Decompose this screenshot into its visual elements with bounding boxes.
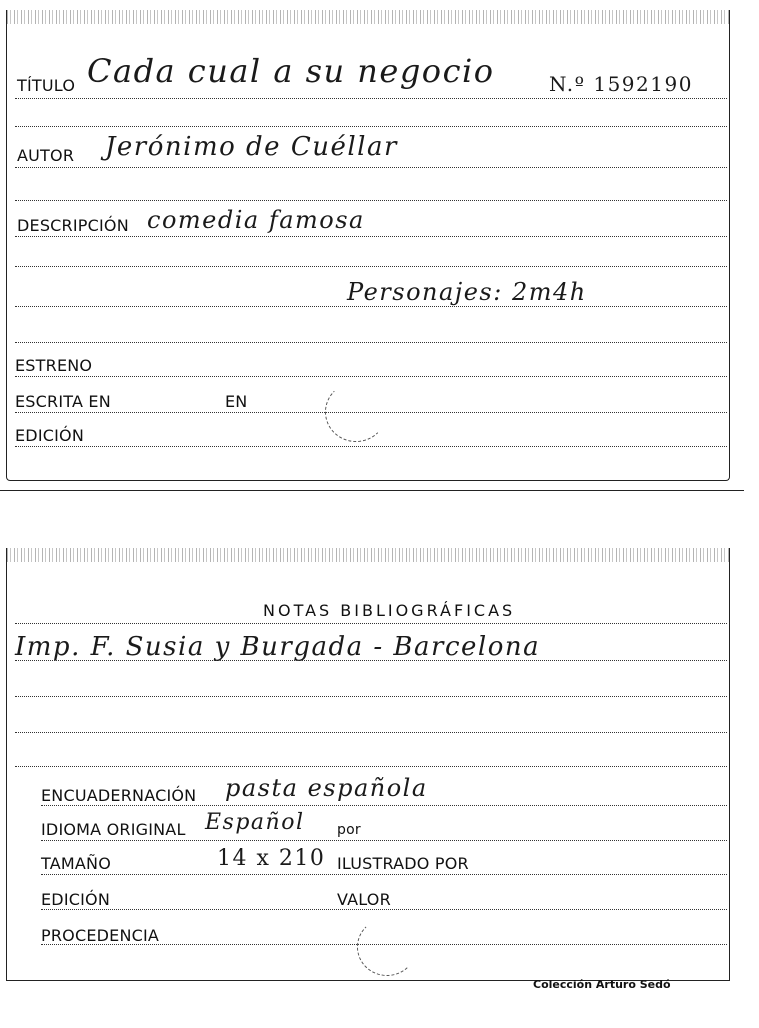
tamano-rule <box>41 874 727 875</box>
idioma-rule <box>41 840 727 841</box>
blank-rule <box>15 266 727 267</box>
estreno-rule <box>15 376 727 377</box>
ilustrado-por-label: ILUSTRADO POR <box>337 854 469 873</box>
notas-value: Imp. F. Susia y Burgada - Barcelona <box>15 632 541 662</box>
valor-label: VALOR <box>337 890 391 909</box>
idioma-original-label: IDIOMA ORIGINAL <box>41 820 186 839</box>
edicion-label: EDICIÓN <box>41 890 111 909</box>
blank-rule <box>15 126 727 127</box>
titulo-label: TÍTULO <box>17 76 76 95</box>
titulo-rule <box>15 98 727 99</box>
faded-stamp <box>357 918 417 976</box>
escrita-rule <box>15 412 727 413</box>
autor-value: Jerónimo de Cuéllar <box>105 132 398 162</box>
back-card <box>6 548 730 991</box>
escrita-en-label: ESCRITA EN <box>15 392 111 411</box>
edicion-label: EDICIÓN <box>15 426 85 445</box>
footer-credit: Colección Arturo Sedó <box>533 978 671 991</box>
encuadernacion-value: pasta española <box>225 774 428 802</box>
notas-rule <box>15 660 727 661</box>
card-top-edge <box>7 548 729 562</box>
blank-rule <box>15 732 727 733</box>
procedencia-rule <box>41 944 727 945</box>
front-card <box>6 10 730 481</box>
card-top-edge <box>7 10 729 24</box>
idioma-original-value: Español <box>205 810 305 835</box>
blank-rule <box>15 342 727 343</box>
blank-rule <box>15 696 727 697</box>
tamano-value: 14 x 210 <box>217 846 326 871</box>
encuadernacion-rule <box>41 805 727 806</box>
personajes-value: Personajes: 2m4h <box>347 278 587 306</box>
encuadernacion-label: ENCUADERNACIÓN <box>41 786 197 805</box>
personajes-rule <box>15 306 727 307</box>
procedencia-label: PROCEDENCIA <box>41 926 160 945</box>
edicion-rule <box>41 909 727 910</box>
por-label: por <box>337 822 361 838</box>
numero-value: N.º 1592190 <box>549 72 693 96</box>
descripcion-rule <box>15 236 727 237</box>
card-divider <box>0 490 744 491</box>
heading-rule <box>15 623 727 624</box>
edicion-rule <box>15 446 727 447</box>
tamano-label: TAMAÑO <box>41 854 111 873</box>
descripcion-value: comedia famosa <box>147 206 365 234</box>
blank-rule <box>15 766 727 767</box>
en-label: EN <box>225 392 248 411</box>
autor-label: AUTOR <box>17 146 75 165</box>
autor-rule <box>15 167 727 168</box>
titulo-value: Cada cual a su negocio <box>87 52 495 90</box>
blank-rule <box>15 200 727 201</box>
notas-heading: NOTAS BIBLIOGRÁFICAS <box>263 601 516 620</box>
estreno-label: ESTRENO <box>15 356 93 375</box>
descripcion-label: DESCRIPCIÓN <box>17 216 129 235</box>
